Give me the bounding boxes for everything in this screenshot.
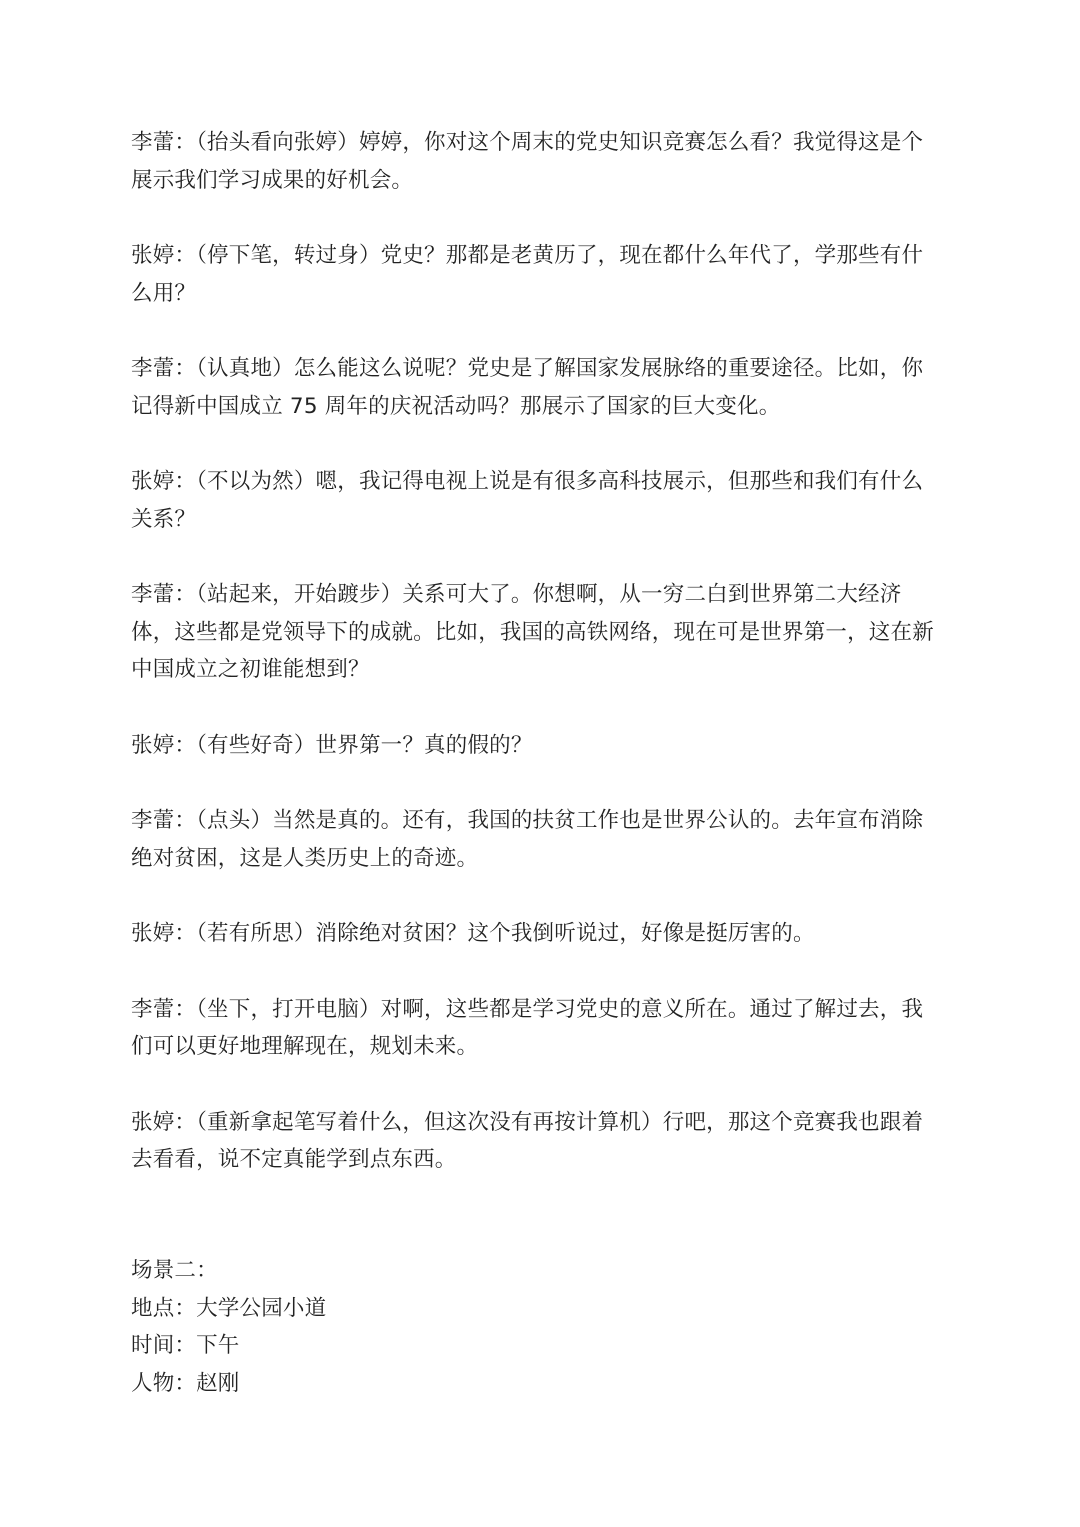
dialogue-line: 张婷：（不以为然）嗯，我记得电视上说是有很多高科技展示，但那些和我们有什么关系？ [131, 469, 924, 532]
dialogue-line: 张婷：（重新拿起笔写着什么，但这次没有再按计算机）行吧，那这个竞赛我也跟着去看看，说不定真能学到点东西。 [131, 1109, 924, 1172]
scene-characters: 人物：赵刚 [131, 1370, 240, 1396]
scene-heading: 场景二： [131, 1258, 218, 1283]
dialogue-line: 李蕾：（抬头看向张婷）婷婷，你对这个周末的党史知识竞赛怎么看？我觉得这是个展示我们学习成果的好机会。 [131, 130, 924, 193]
scene-info [131, 1252, 936, 1402]
dialogue-line: 张婷：（有些好奇）世界第一？真的假的？ [131, 732, 533, 758]
dialogue-line: 李蕾：（认真地）怎么能这么说呢？党史是了解国家发展脉络的重要途径。比如，你记得新中国成立 75 周年的庆祝活动吗？那展示了国家的巨大变化。 [131, 356, 924, 419]
dialogue-line: 李蕾：（坐下，打开电脑）对啊，这些都是学习党史的意义所在。通过了解过去，我们可以更好地理解现在，规划未来。 [131, 996, 924, 1059]
dialogue-line: 李蕾：（站起来，开始踱步）关系可大了。你想啊，从一穷二白到世界第二大经济体，这些都是党领导下的成就。比如，我国的高铁网络，现在可是世界第一，这在新中国成立之初谁能想到？ [131, 582, 934, 682]
dialogue-line: 李蕾：（点头）当然是真的。还有，我国的扶贫工作也是世界公认的。去年宣布消除绝对贫困，这是人类历史上的奇迹。 [131, 808, 924, 871]
dialogue-list [131, 124, 936, 1179]
dialogue-section [131, 124, 936, 1217]
scene-time: 时间：下午 [131, 1333, 240, 1358]
scene-location: 地点：大学公园小道 [131, 1295, 327, 1321]
dialogue-line: 张婷：（停下笔，转过身）党史？那都是老黄历了，现在都什么年代了，学那些有什么用？ [131, 243, 924, 306]
dialogue-line: 张婷：（若有所思）消除绝对贫困？这个我倒听说过，好像是挺厉害的。 [131, 921, 815, 946]
